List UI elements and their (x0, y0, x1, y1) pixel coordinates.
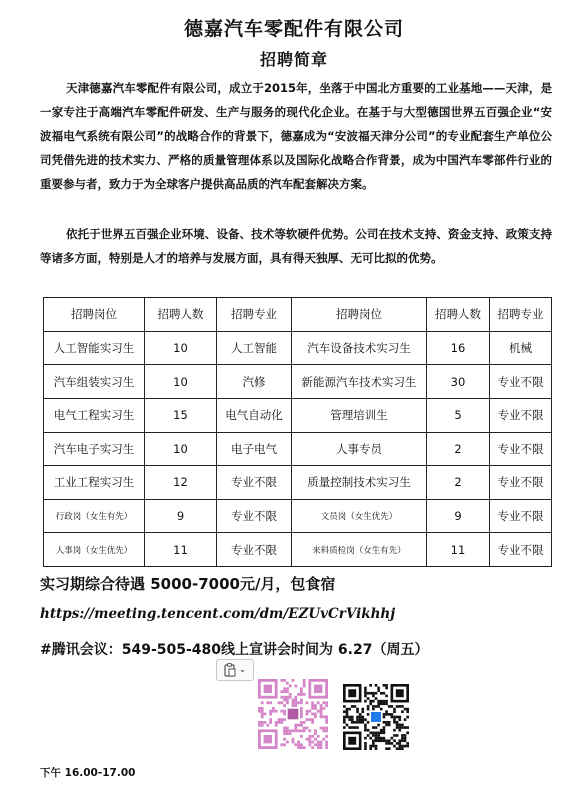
table-cell: 管理培训生 (292, 398, 427, 432)
meeting-info: #腾讯会议：549-505-480线上宣讲会时间为 6.27（周五） (40, 642, 429, 658)
table-cell: 2 (427, 432, 490, 466)
table-cell: 汽车电子实习生 (44, 432, 145, 466)
table-row (44, 398, 552, 432)
table-cell: 专业不限 (490, 499, 552, 533)
table-cell: 专业不限 (490, 533, 552, 567)
table-cell: 来料质检岗（女生有先） (292, 533, 427, 567)
table-cell: 机械 (490, 331, 552, 365)
table-cell: 11 (427, 533, 490, 567)
table-cell: 人工智能实习生 (44, 331, 145, 365)
table-cell: 汽车组装实习生 (44, 365, 145, 399)
table-cell: 专业不限 (217, 466, 292, 500)
table-cell: 9 (427, 499, 490, 533)
table-row (44, 499, 552, 533)
table-cell: 专业不限 (217, 499, 292, 533)
table-header-cell: 招聘人数 (427, 298, 490, 332)
table-cell: 人事岗（女生优先） (44, 533, 145, 567)
table-cell: 专业不限 (490, 432, 552, 466)
table-cell: 9 (145, 499, 217, 533)
table-row (44, 466, 552, 500)
table-cell: 工业工程实习生 (44, 466, 145, 500)
table-header-cell: 招聘岗位 (292, 298, 427, 332)
table-cell: 人工智能 (217, 331, 292, 365)
table-cell: 30 (427, 365, 490, 399)
table-cell: 10 (145, 365, 217, 399)
table-cell: 5 (427, 398, 490, 432)
table-cell: 2 (427, 466, 490, 500)
jobs-table (43, 297, 552, 567)
table-header-cell: 招聘专业 (217, 298, 292, 332)
time-line: 下午 16.00-17.00 (40, 767, 136, 779)
paste-options-button[interactable] (216, 659, 254, 681)
table-row (44, 365, 552, 399)
table-cell: 10 (145, 331, 217, 365)
table-header-cell: 招聘人数 (145, 298, 217, 332)
table-header-cell: 招聘专业 (490, 298, 552, 332)
table-header-row (44, 298, 552, 332)
table-cell: 专业不限 (490, 365, 552, 399)
advantage-paragraph: 依托于世界五百强企业环境、设备、技术等软硬件优势。公司在技术支持、资金支持、政策支持等诸多方面，特别是人才的培养与发展方面，具有得天独厚、无可比拟的优势。 (40, 227, 552, 265)
table-row (44, 432, 552, 466)
table-cell: 16 (427, 331, 490, 365)
table-cell: 电气自动化 (217, 398, 292, 432)
clipboard-paste-icon (224, 663, 236, 677)
table-cell: 人事专员 (292, 432, 427, 466)
table-row (44, 331, 552, 365)
table-cell: 12 (145, 466, 217, 500)
intro-paragraph: 天津德嘉汽车零配件有限公司，成立于2015年，坐落于中国北方重要的工业基地——天津，是一家专注于高端汽车零配件研发、生产与服务的现代化企业。在基于与大型德国世界五百强企业“安波福电气系统有限公司”的战略合作的背景下，德嘉成为“安波福天津分公司”的专业配套生产单位公司凭借先进的技术实力、严格的质量管理体系以及国际化战略合作背景，成为中国汽车零部件行业的重要参与者，致力于为全球客户提供高品质的汽车配套解决方案。 (40, 81, 552, 191)
table-cell: 文员岗（女生优先） (292, 499, 427, 533)
chevron-down-icon: ⌄ (238, 665, 247, 675)
table-cell: 11 (145, 533, 217, 567)
table-cell: 专业不限 (490, 466, 552, 500)
table-cell: 专业不限 (217, 533, 292, 567)
table-cell: 15 (145, 398, 217, 432)
wechat-qr-code-icon (258, 679, 328, 749)
table-cell: 新能源汽车技术实习生 (292, 365, 427, 399)
table-header-cell: 招聘岗位 (44, 298, 145, 332)
table-cell: 电气工程实习生 (44, 398, 145, 432)
pay-line: 实习期综合待遇 5000-7000元/月，包食宿 (40, 575, 336, 593)
table-cell: 汽修 (217, 365, 292, 399)
table-cell: 电子电气 (217, 432, 292, 466)
table-cell: 行政岗（女生有先） (44, 499, 145, 533)
table-cell: 专业不限 (490, 398, 552, 432)
table-cell: 质量控制技术实习生 (292, 466, 427, 500)
page-subtitle: 招聘简章 (259, 50, 328, 69)
table-cell: 10 (145, 432, 217, 466)
meeting-qr-code-icon (343, 684, 409, 750)
meeting-url[interactable]: https://meeting.tencent.com/dm/EZUvCrVikhhj (40, 606, 396, 622)
table-cell: 汽车设备技术实习生 (292, 331, 427, 365)
table-row (44, 533, 552, 567)
page-title: 德嘉汽车零配件有限公司 (183, 18, 404, 40)
